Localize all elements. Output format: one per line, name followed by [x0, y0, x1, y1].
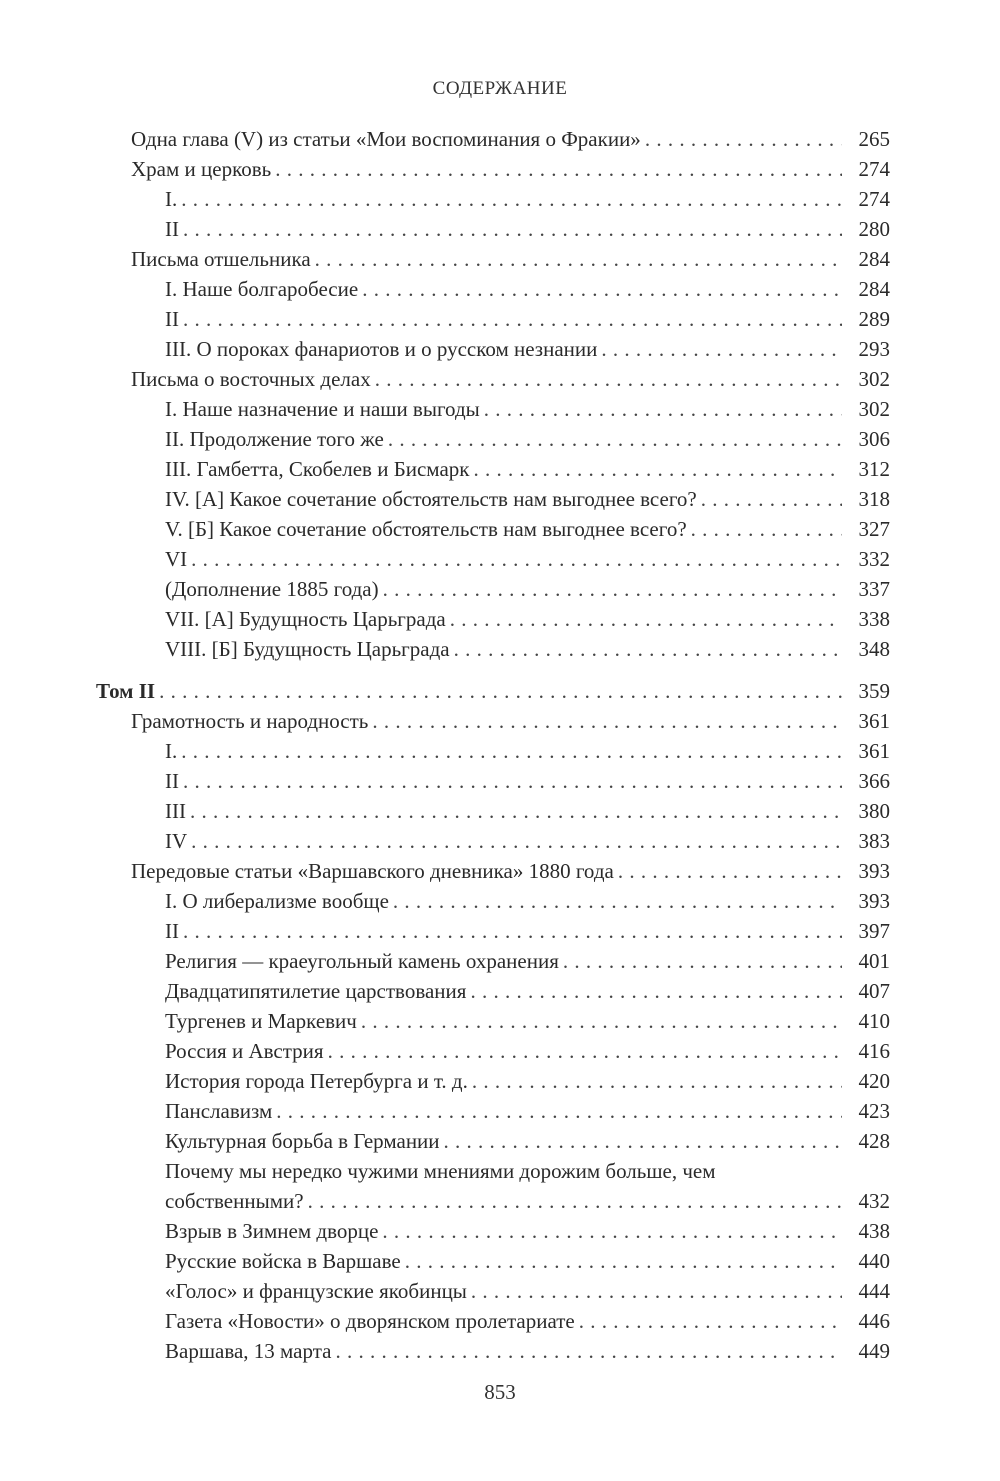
toc-entry	[165, 916, 1000, 946]
leader-dots	[470, 976, 842, 1006]
toc-entry	[165, 214, 1000, 244]
toc-entry-title: III	[165, 796, 190, 826]
toc-entry-title: Газета «Новости» о дворянском пролетариате	[165, 1306, 579, 1336]
toc-entry-title: VI	[165, 544, 191, 574]
toc-entry	[165, 334, 1000, 364]
toc-entry	[165, 796, 1000, 826]
toc-entry-page: 337	[842, 574, 890, 604]
toc-entry	[165, 1186, 1000, 1216]
toc-entry-page: 361	[842, 706, 890, 736]
toc-entry-title: IV. [А] Какое сочетание обстоятельств нам выгоднее всего?	[165, 484, 701, 514]
leader-dots	[181, 184, 842, 214]
toc-entry-page: 432	[842, 1186, 890, 1216]
toc-entry-page: 444	[842, 1276, 890, 1306]
toc-entry	[165, 976, 1000, 1006]
leader-dots	[361, 1006, 842, 1036]
toc-entry-title: Панславизм	[165, 1096, 276, 1126]
toc-entry-title: III. Гамбетта, Скобелев и Бисмарк	[165, 454, 473, 484]
toc-entry-page: 302	[842, 364, 890, 394]
page-number: 853	[484, 1380, 516, 1404]
leader-dots	[183, 304, 842, 334]
leader-dots	[191, 826, 842, 856]
toc-entry-title: Письма отшельника	[131, 244, 315, 274]
toc-entry-page: 397	[842, 916, 890, 946]
toc-entry	[165, 1066, 1000, 1096]
leader-dots	[315, 244, 842, 274]
toc-entry-title: Одна глава (V) из статьи «Мои воспоминания о Фракии»	[131, 124, 645, 154]
leader-dots	[375, 364, 842, 394]
toc-entry-page: 280	[842, 214, 890, 244]
toc-entry	[131, 124, 1000, 154]
toc-entry-title: собственными?	[165, 1186, 308, 1216]
leader-dots	[388, 424, 842, 454]
toc-entry-page: 348	[842, 634, 890, 664]
leader-dots	[382, 1216, 842, 1246]
toc-entry-page: 416	[842, 1036, 890, 1066]
toc-entry-page: 359	[842, 676, 890, 706]
leader-dots	[308, 1186, 842, 1216]
toc-entry-title: Религия — краеугольный камень охранения	[165, 946, 563, 976]
toc-entry-title: I. Наше болгаробесие	[165, 274, 362, 304]
toc-entry-page: 274	[842, 184, 890, 214]
leader-dots	[159, 676, 842, 706]
toc-entry-page: 410	[842, 1006, 890, 1036]
toc-entry	[165, 886, 1000, 916]
toc-entry-page: 284	[842, 244, 890, 274]
toc-entry-title: III. О пороках фанариотов и о русском незнании	[165, 334, 601, 364]
toc-entry-page: 265	[842, 124, 890, 154]
leader-dots	[276, 1096, 842, 1126]
toc-entry-title: Русские войска в Варшаве	[165, 1246, 405, 1276]
toc-entry	[165, 634, 1000, 664]
leader-dots	[601, 334, 842, 364]
toc-entry-page: 423	[842, 1096, 890, 1126]
leader-dots	[454, 634, 842, 664]
toc-entry	[131, 364, 1000, 394]
toc-entry-page: 393	[842, 856, 890, 886]
toc-entry-page: 312	[842, 454, 890, 484]
toc-entry-page: 440	[842, 1246, 890, 1276]
toc-entry-first-line	[165, 1156, 1000, 1186]
leader-dots	[181, 736, 842, 766]
toc-entry	[165, 1246, 1000, 1276]
toc-entry-page: 438	[842, 1216, 890, 1246]
toc-entry-page: 383	[842, 826, 890, 856]
toc-entry-page: 420	[842, 1066, 890, 1096]
toc-entry	[131, 706, 1000, 736]
toc-entry-title: I.	[165, 184, 181, 214]
leader-dots	[275, 154, 842, 184]
toc-entry	[165, 184, 1000, 214]
toc-entry	[131, 154, 1000, 184]
toc-entry-title: I. Наше назначение и наши выгоды	[165, 394, 484, 424]
toc-entry-title: Почему мы нередко чужими мнениями дорожим больше, чем	[165, 1156, 716, 1186]
toc-entry-page: 284	[842, 274, 890, 304]
leader-dots	[444, 1126, 842, 1156]
toc-entry-title: II	[165, 304, 183, 334]
running-head: СОДЕРЖАНИЕ	[432, 78, 568, 99]
toc-entry	[165, 1306, 1000, 1336]
toc-entry-page: 332	[842, 544, 890, 574]
toc-entry-title: Россия и Австрия	[165, 1036, 328, 1066]
toc-entry	[165, 1006, 1000, 1036]
toc-entry	[165, 604, 1000, 634]
toc-entry	[165, 736, 1000, 766]
toc-entry-page: 380	[842, 796, 890, 826]
toc-entry-page: 366	[842, 766, 890, 796]
toc-entry-page: 338	[842, 604, 890, 634]
leader-dots	[190, 796, 842, 826]
toc-entry	[165, 274, 1000, 304]
toc-entry-title: Храм и церковь	[131, 154, 275, 184]
leader-dots	[701, 484, 842, 514]
toc-entry	[165, 1276, 1000, 1306]
toc-entry	[165, 484, 1000, 514]
toc-entry-page: 306	[842, 424, 890, 454]
leader-dots	[383, 574, 842, 604]
toc-entry	[165, 826, 1000, 856]
toc-entry-page: 318	[842, 484, 890, 514]
toc-entry-page: 289	[842, 304, 890, 334]
leader-dots	[191, 544, 842, 574]
toc-entry	[165, 766, 1000, 796]
leader-dots	[183, 214, 842, 244]
toc-entry-title: I. О либерализме вообще	[165, 886, 393, 916]
toc-entry-page: 446	[842, 1306, 890, 1336]
toc-entry-page: 302	[842, 394, 890, 424]
toc-entry-title: Культурная борьба в Германии	[165, 1126, 444, 1156]
toc-entry	[131, 244, 1000, 274]
toc-entry	[165, 514, 1000, 544]
toc-entry	[165, 424, 1000, 454]
toc-entry-page: 407	[842, 976, 890, 1006]
toc-entry-page: 274	[842, 154, 890, 184]
leader-dots	[335, 1336, 842, 1366]
toc-entry-title: (Дополнение 1885 года)	[165, 574, 383, 604]
leader-dots	[183, 916, 842, 946]
toc-volume-heading	[96, 676, 1000, 706]
toc-entry	[165, 544, 1000, 574]
leader-dots	[471, 1276, 842, 1306]
toc-entry-page: 449	[842, 1336, 890, 1366]
toc-entry-title: Письма о восточных делах	[131, 364, 375, 394]
leader-dots	[405, 1246, 842, 1276]
toc-entry-title: Передовые статьи «Варшавского дневника» 1880 года	[131, 856, 618, 886]
leader-dots	[362, 274, 842, 304]
toc-entry-page: 327	[842, 514, 890, 544]
toc-entry-title: I.	[165, 736, 181, 766]
toc-entry-title: IV	[165, 826, 191, 856]
leader-dots	[691, 514, 842, 544]
toc-entry	[165, 946, 1000, 976]
toc-entry-title: Взрыв в Зимнем дворце	[165, 1216, 382, 1246]
toc-entry-title: История города Петербурга и т. д.	[165, 1066, 472, 1096]
leader-dots	[328, 1036, 842, 1066]
leader-dots	[473, 454, 842, 484]
toc-entry	[165, 454, 1000, 484]
leader-dots	[484, 394, 842, 424]
toc-entry-title: II	[165, 214, 183, 244]
leader-dots	[183, 766, 842, 796]
toc-entry-page: 428	[842, 1126, 890, 1156]
toc-entry-page: 293	[842, 334, 890, 364]
toc-entry-title: VIII. [Б] Будущность Царьграда	[165, 634, 454, 664]
toc-entry-page: 361	[842, 736, 890, 766]
toc-entry-title: Варшава, 13 марта	[165, 1336, 335, 1366]
toc-entry	[165, 1336, 1000, 1366]
leader-dots	[372, 706, 842, 736]
toc-entry	[165, 1096, 1000, 1126]
toc-entry-title: Двадцатипятилетие царствования	[165, 976, 470, 1006]
toc-entry	[131, 856, 1000, 886]
toc-entry-title: II	[165, 766, 183, 796]
toc-entry	[165, 304, 1000, 334]
leader-dots	[472, 1066, 842, 1096]
toc-entry	[165, 1036, 1000, 1066]
toc-entry-title: V. [Б] Какое сочетание обстоятельств нам выгоднее всего?	[165, 514, 691, 544]
leader-dots	[645, 124, 842, 154]
toc-entry	[165, 574, 1000, 604]
leader-dots	[450, 604, 842, 634]
table-of-contents	[0, 124, 1000, 1366]
toc-entry-title: Грамотность и народность	[131, 706, 372, 736]
leader-dots	[618, 856, 842, 886]
leader-dots	[393, 886, 842, 916]
leader-dots	[563, 946, 842, 976]
toc-entry-title: II. Продолжение того же	[165, 424, 388, 454]
toc-entry-title: «Голос» и французские якобинцы	[165, 1276, 471, 1306]
leader-dots	[579, 1306, 842, 1336]
toc-entry-title: Том II	[96, 676, 159, 706]
toc-entry	[165, 1216, 1000, 1246]
toc-entry-page: 393	[842, 886, 890, 916]
toc-entry-title: Тургенев и Маркевич	[165, 1006, 361, 1036]
toc-entry-title: VII. [А] Будущность Царьграда	[165, 604, 450, 634]
toc-entry-title: II	[165, 916, 183, 946]
toc-entry	[165, 1126, 1000, 1156]
toc-entry-page: 401	[842, 946, 890, 976]
toc-entry	[165, 394, 1000, 424]
